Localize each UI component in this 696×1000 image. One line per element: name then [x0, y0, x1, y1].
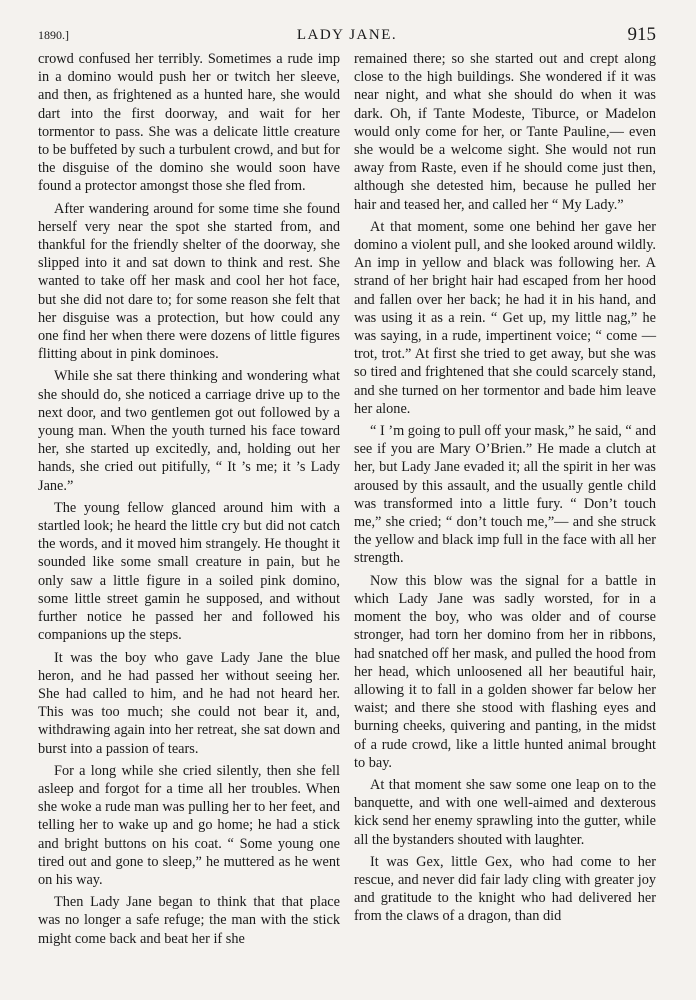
paragraph: “ I ’m going to pull off your mask,” he said, “ and see if you are Mary O’Brien.” He made a clutch at her, but Lady Jane evaded it; all the spirit in her was aroused by this assault, and the usually gentle child was transformed into a little fury. “ Don’t touch me,” she cried; “ don’t touch me,”— and she struck the yellow and black imp full in the face with all her strength.	[354, 423, 656, 567]
paragraph: The young fellow glanced around him with a startled look; he heard the little cry but did not catch the words, and it moved him strangely. He thought it sounded like some small creature in pain, but he only saw a little figure in a soiled pink domino, some little street gamin he supposed, and without further notice he passed her and followed his companions up the steps.	[38, 499, 340, 644]
paragraph: crowd confused her terribly. Sometimes a rude imp in a domino would push her or twitch her sleeve, and then, as frightened as a hunted hare, she would dart into the first doorway, and wait for her tormentor to pass. She was a delicate little creature to be buffeted by such a turbulent crowd, and but for the disguise of the domino she would soon have found a protector amongst those she fled from.	[38, 51, 340, 195]
paragraph: remained there; so she started out and crept along close to the high buildings. She wondered if it was near night, and what she should do when it was dark. Oh, if Tante Modeste, Tiburce, or Madelon would only come for her, or Tante Pauline,— even she would be a welcome sight. She would not run away from Raste, even if he should come just then, although she detested him, because he pulled her hair and teased her, and called her “ My Lady.”	[354, 51, 656, 213]
paragraph: At that moment she saw some one leap on to the banquette, and with one well-aimed and dexterous kick send her enemy sprawling into the gutter, while all the bystanders shouted with laughter.	[354, 776, 656, 848]
header-title: LADY JANE.	[296, 27, 398, 43]
paragraph: For a long while she cried silently, then she fell asleep and forgot for a time all her troubles. When she woke a rude man was pulling her to her feet, and telling her to wake up and go home; he had a stick and bright buttons on his coat. “ Some young one tired out and gone to sleep,” he muttered as he went on his way.	[38, 762, 340, 888]
header-date: 1890.]	[38, 28, 69, 42]
paragraph: While she sat there thinking and wondering what she should do, she noticed a carriage drive up to the next door, and two gentlemen got out followed by a young man. When the youth turned his face toward her, she started up excitedly, and, holding out her hands, she cried out pitifully, “ It ’s me; it ’s Lady Jane.”	[38, 368, 340, 494]
paragraph: Then Lady Jane began to think that that place was no longer a safe refuge; the man with the stick might come back and beat her if she	[38, 894, 340, 947]
page-number: 915	[627, 24, 656, 45]
paragraph: After wandering around for some time she found herself very near the spot she started from, and thankful for the friendly shelter of the doorway, she slipped into it and sat down to think and rest. She wanted to take off her mask and cool her hot face, but she did not dare to; for some reason she felt that her disguise was a protection, but how could any one find her when there were dozens of little figures flitting about in pink dominoes.	[38, 200, 340, 363]
running-header	[38, 24, 656, 48]
paragraph: Now this blow was the signal for a battle in which Lady Jane was sadly worsted, for in a moment the boy, who was older and of course stronger, had torn her domino from her in ribbons, had snatched off her mask, and pulled the hood from her head, which unloosened all her beautiful hair, allowing it to fall in a golden shower far below her waist; and there she stood with flashing eyes and burning cheeks, quivering and panting, in the midst of a rude crowd, like a little hunted animal brought to bay.	[354, 572, 656, 771]
left-column	[38, 50, 340, 952]
paragraph: It was Gex, little Gex, who had come to her rescue, and never did fair lady cling with greater joy and gratitude to the knight who had delivered her from the claws of a dragon, than did	[354, 853, 656, 925]
right-column	[354, 50, 656, 930]
paragraph: It was the boy who gave Lady Jane the blue heron, and he had passed her without seeing her. She had called to him, and he had not heard her. This was too much; she could not bear it, and, withdrawing again into her retreat, she sat down and burst into a passion of tears.	[38, 649, 340, 757]
paragraph: At that moment, some one behind her gave her domino a violent pull, and she looked around wildly. An imp in yellow and black was following her. A strand of her bright hair had escaped from her hood and fallen over her back; he had it in his hand, and was using it as a rein. “ Get up, my little nag,” he was saying, in a rude, impertinent voice; “ come — trot, trot.” At first she tried to get away, but she was so tired and frightened that she could scarcely stand, and she turned on her tormentor and bade him leave her alone.	[354, 218, 656, 417]
